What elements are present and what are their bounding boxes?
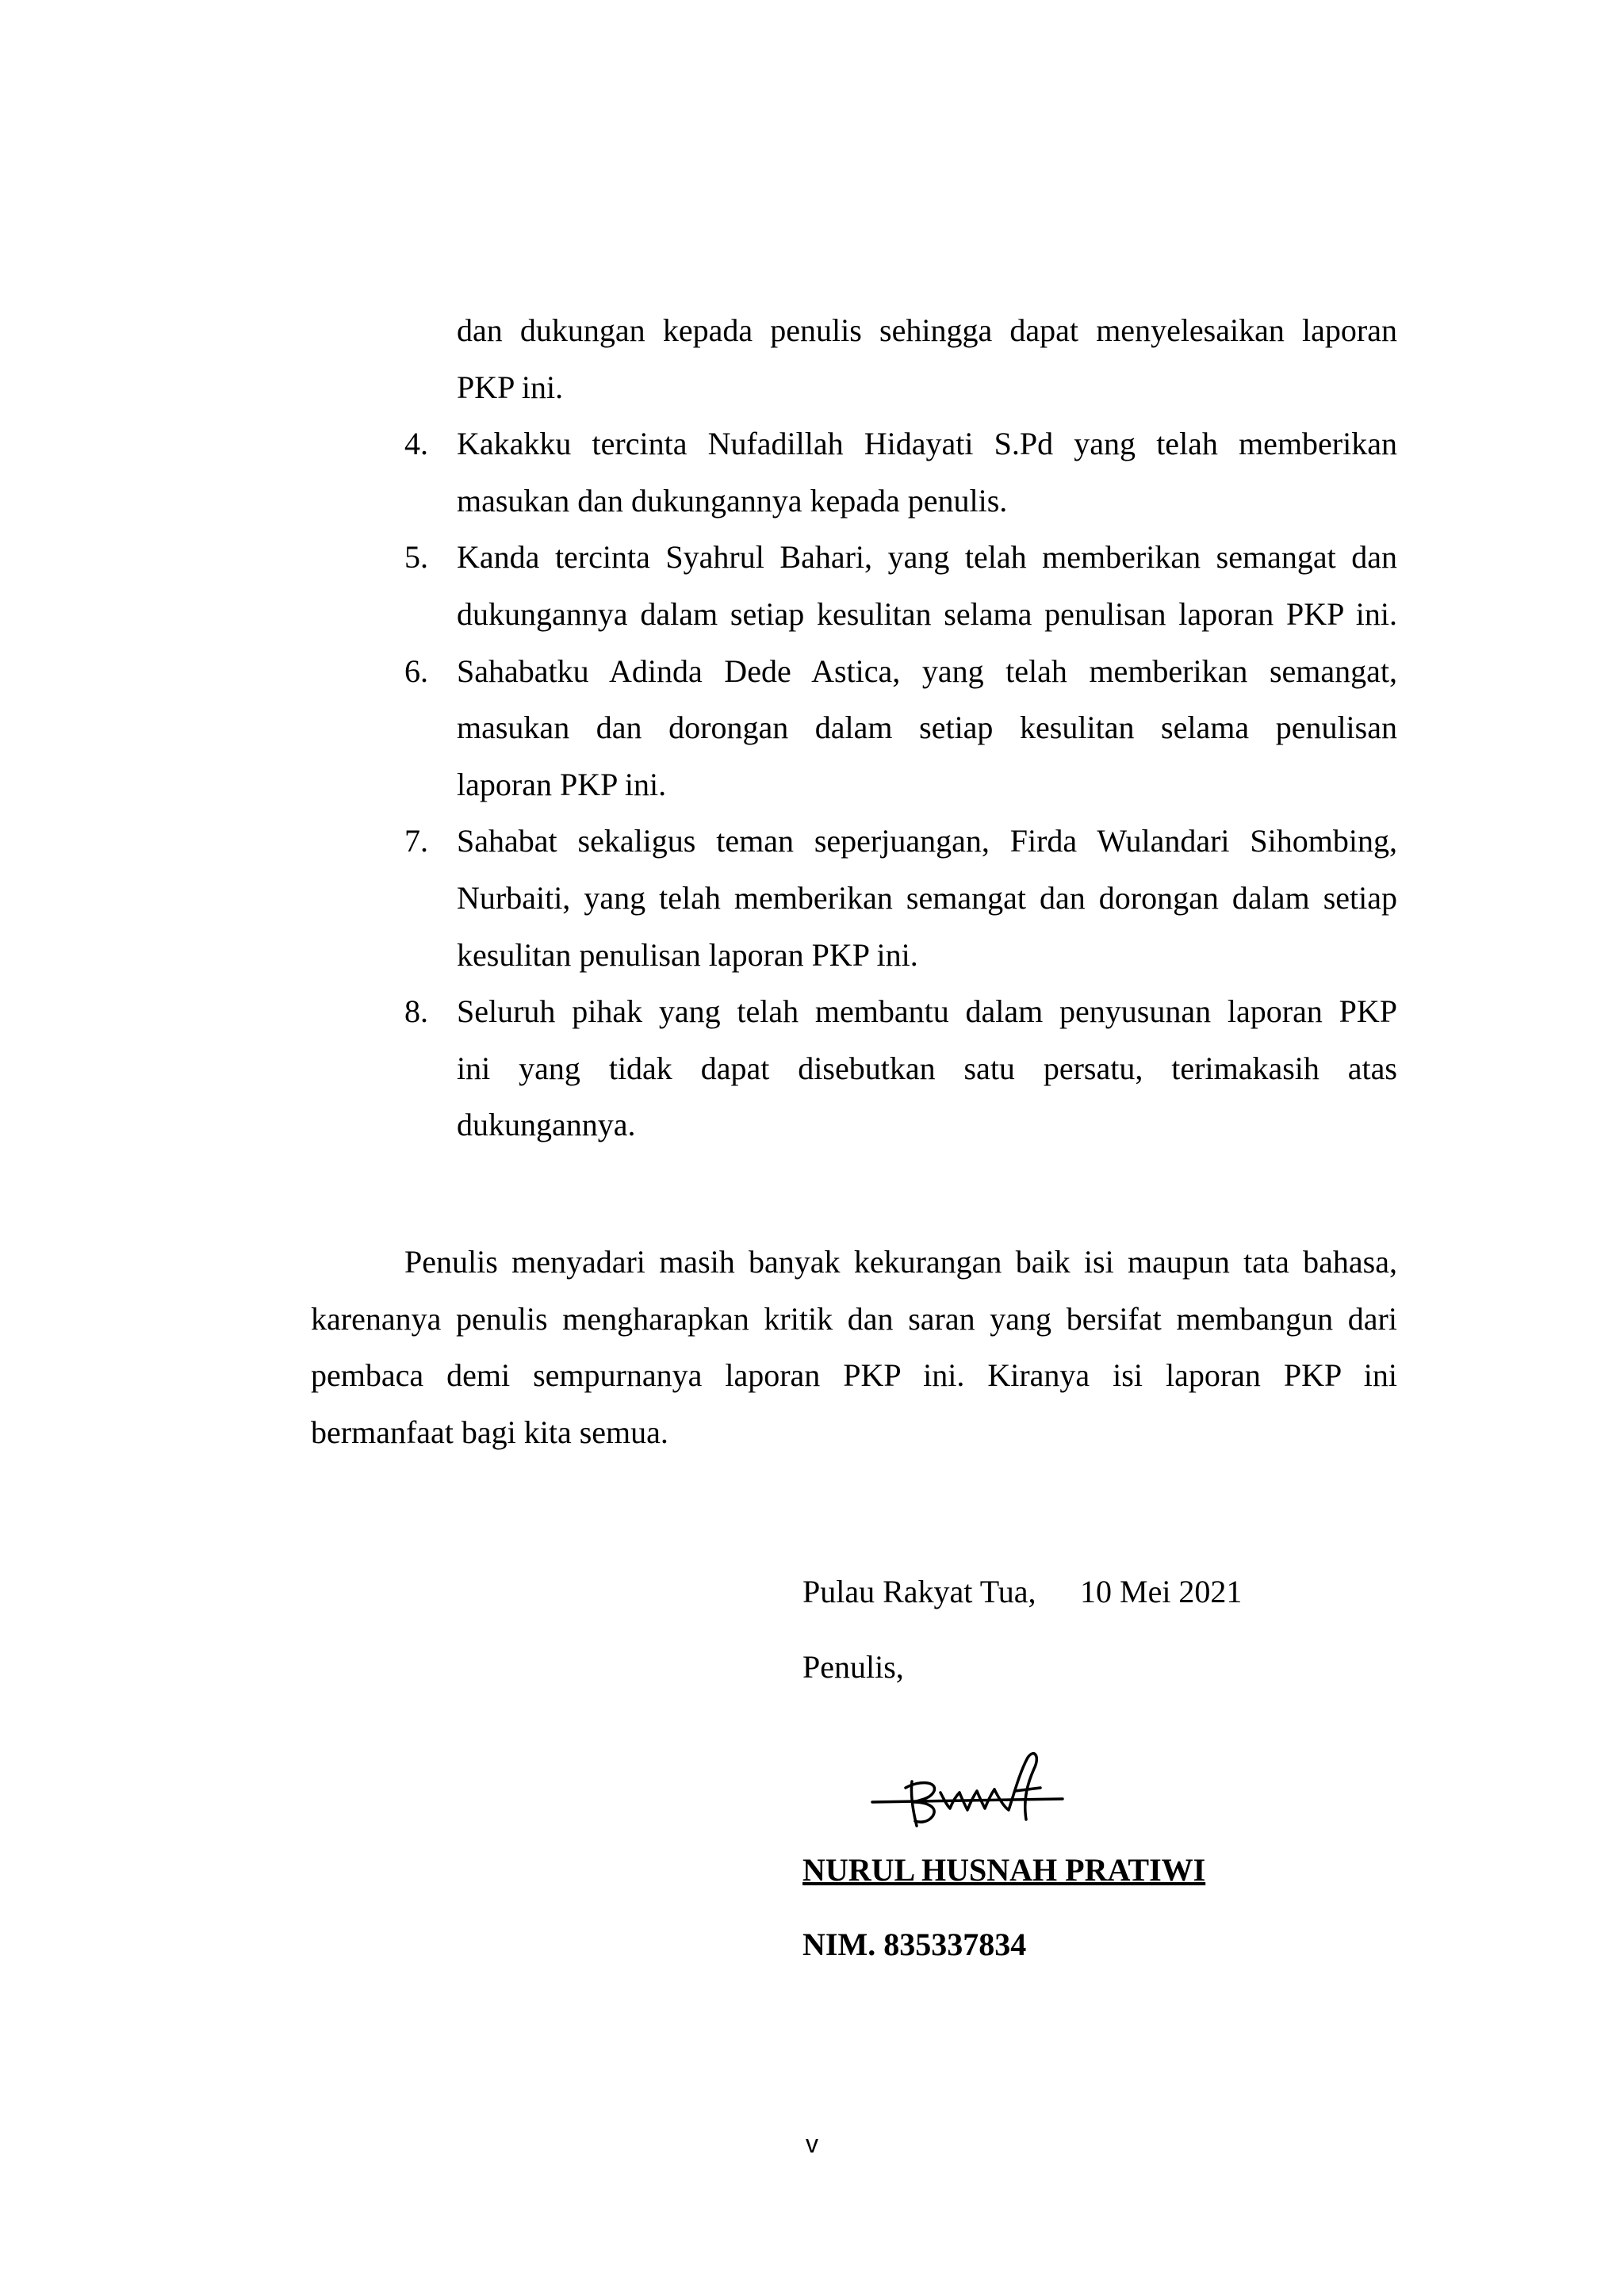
list-item-7-line-2: Nurbaiti, yang telah memberikan semangat dan dorongan dalam setiap <box>457 880 1397 916</box>
list-item-6-line-2: masukan dan dorongan dalam setiap kesulitan selama penulisan <box>457 710 1397 745</box>
list-item-8-line-1: Seluruh pihak yang telah membantu dalam penyusunan laporan PKP <box>457 993 1397 1029</box>
handwritten-signature-icon <box>864 1740 1086 1835</box>
page-number: v <box>806 2130 818 2158</box>
list-item-7-number: 7. <box>404 823 428 859</box>
author-nim: NIM. 835337834 <box>802 1927 1027 1962</box>
signature-role: Penulis, <box>802 1649 904 1685</box>
closing-paragraph-line-1: Penulis menyadari masih banyak kekurangan baik isi maupun tata bahasa, <box>404 1244 1397 1280</box>
list-item-6-number: 6. <box>404 653 428 689</box>
list-continuation-line-1: dan dukungan kepada penulis sehingga dapat menyelesaikan laporan <box>457 312 1397 348</box>
list-item-8-line-3: dukungannya. <box>457 1107 636 1142</box>
list-item-5-line-2: dukungannya dalam setiap kesulitan selama penulisan laporan PKP ini. <box>457 596 1397 632</box>
list-item-8-line-2: ini yang tidak dapat disebutkan satu persatu, terimakasih atas <box>457 1050 1397 1086</box>
list-item-4-number: 4. <box>404 426 428 461</box>
closing-paragraph-line-4: bermanfaat bagi kita semua. <box>311 1414 668 1450</box>
list-item-8-number: 8. <box>404 993 428 1029</box>
list-item-6-line-3: laporan PKP ini. <box>457 767 667 802</box>
signature-place: Pulau Rakyat Tua, <box>802 1574 1036 1609</box>
list-item-5-number: 5. <box>404 539 428 575</box>
list-item-7-line-1: Sahabat sekaligus teman seperjuangan, Firda Wulandari Sihombing, <box>457 823 1397 859</box>
list-item-5-line-1: Kanda tercinta Syahrul Bahari, yang telah memberikan semangat dan <box>457 539 1397 575</box>
signature-date: 10 Mei 2021 <box>1080 1574 1243 1609</box>
list-item-4-line-2: masukan dan dukungannya kepada penulis. <box>457 483 1008 519</box>
author-name: NURUL HUSNAH PRATIWI <box>802 1852 1206 1888</box>
list-continuation-line-2: PKP ini. <box>457 369 564 405</box>
closing-paragraph-line-2: karenanya penulis mengharapkan kritik dan saran yang bersifat membangun dari <box>311 1301 1397 1337</box>
closing-paragraph-line-3: pembaca demi sempurnanya laporan PKP ini. Kiranya isi laporan PKP ini <box>311 1357 1397 1393</box>
list-item-6-line-1: Sahabatku Adinda Dede Astica, yang telah memberikan semangat, <box>457 653 1397 689</box>
list-item-7-line-3: kesulitan penulisan laporan PKP ini. <box>457 937 918 973</box>
list-item-4-line-1: Kakakku tercinta Nufadillah Hidayati S.Pd yang telah memberikan <box>457 426 1397 461</box>
